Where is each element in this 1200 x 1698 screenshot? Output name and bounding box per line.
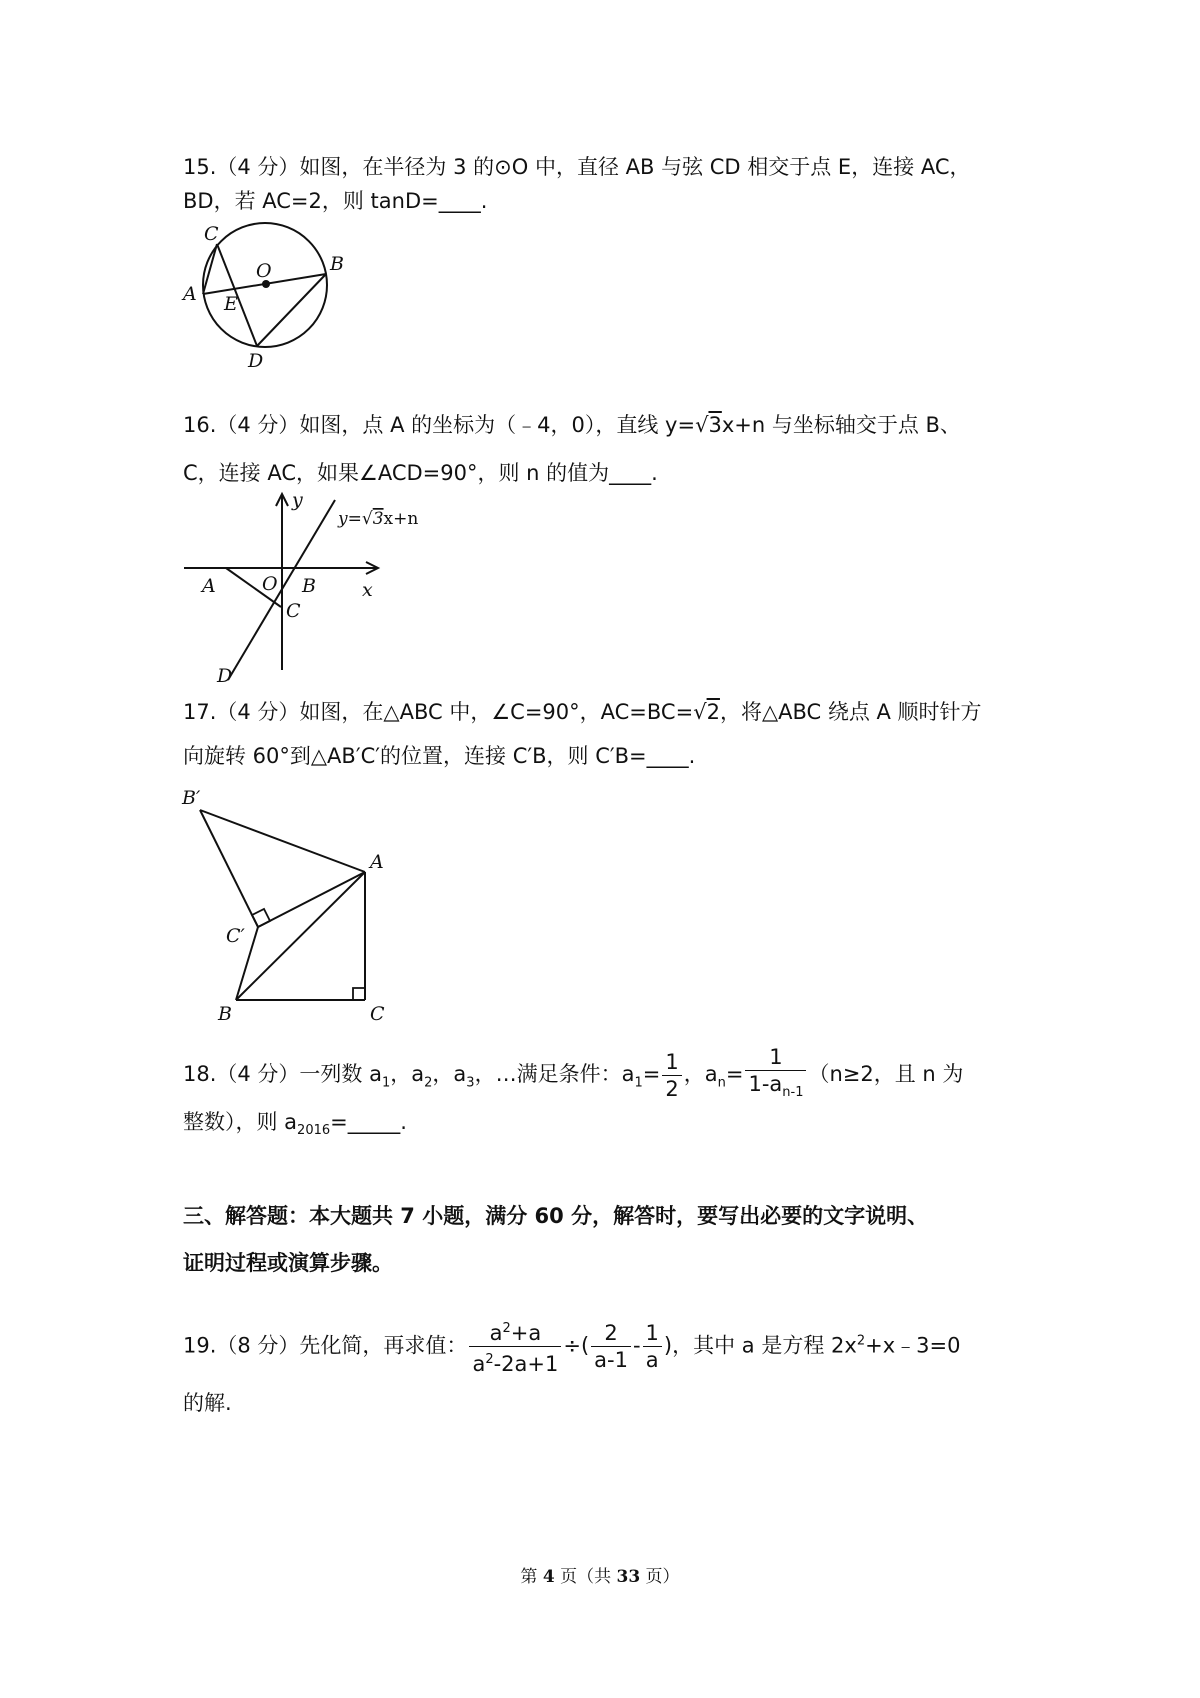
right-angle-cp <box>252 909 270 927</box>
q17-line1 <box>183 697 982 727</box>
q16-line1 <box>183 410 961 440</box>
label-b: B <box>302 575 316 597</box>
label-a: A <box>202 575 216 597</box>
label-d: D <box>217 665 233 685</box>
label-b: B <box>218 1003 232 1022</box>
label-c: C <box>286 600 301 622</box>
label-e: E <box>224 293 238 315</box>
q15-figure <box>180 222 350 376</box>
footer-text-a: 第 <box>520 1567 543 1587</box>
q18-eq2: = <box>725 1062 744 1087</box>
q19-fraction-2-num: 2 <box>604 1321 618 1345</box>
circle-diagram <box>180 222 350 372</box>
footer-page-number: 4 <box>542 1567 555 1587</box>
q17-line2: 向旋转 60°到△AB′C′的位置，连接 C′B，则 C′B=____. <box>183 744 696 768</box>
fraction-a1-den: 2 <box>662 1075 681 1102</box>
q16-line1-b: x+n 与坐标轴交于点 B、 <box>721 413 961 437</box>
label-a: A <box>183 283 197 305</box>
fraction-an-den <box>745 1070 806 1106</box>
fraction-an-den-a: 1-a <box>748 1072 783 1096</box>
sqrt-symbol: √ <box>695 413 709 437</box>
q18-line2-b: =_____. <box>330 1110 407 1134</box>
q18-text-b: ，…满足条件：a <box>474 1062 635 1087</box>
label-cp: C′ <box>226 925 245 947</box>
q18-eq1: = <box>642 1062 661 1087</box>
q17-line1-b: ，将△ABC 绕点 A 顺时针方 <box>719 700 982 724</box>
segment-bpa <box>200 810 365 872</box>
q15-line2: BD，若 AC=2，则 tanD=____. <box>183 189 488 213</box>
q19-fraction-3-num: 1 <box>645 1321 659 1345</box>
q18-sub6: 2016 <box>297 1123 331 1139</box>
q19-line2: 的解. <box>183 1391 232 1415</box>
label-o: O <box>262 573 278 595</box>
footer-text-b: 页（共 <box>554 1567 617 1587</box>
label-a: A <box>370 851 384 873</box>
q18-sub4: 1 <box>634 1075 643 1091</box>
fraction-an <box>745 1044 806 1106</box>
q19-fraction-3 <box>643 1320 662 1373</box>
q17-line1-a: 17.（4 分）如图，在△ABC 中，∠C=90°，AC=BC= <box>183 700 694 724</box>
q18-sep1: ，a <box>390 1062 425 1087</box>
q18-text-a: 18.（4 分）一列数 a <box>183 1062 382 1087</box>
q19-fraction-2 <box>591 1320 631 1373</box>
fraction-a1 <box>662 1049 681 1102</box>
q18-sub3: 3 <box>466 1075 475 1091</box>
label-c: C <box>370 1003 385 1022</box>
label-o: O <box>256 260 272 282</box>
q18-sub2: 2 <box>424 1075 433 1091</box>
q19-sup-x: 2 <box>856 1333 866 1349</box>
label-x: x <box>362 579 373 601</box>
fraction-an-den-sub: n-1 <box>782 1085 804 1101</box>
label-b: B <box>330 253 344 275</box>
q19-line1 <box>183 1316 960 1377</box>
triangle-diagram <box>180 782 410 1022</box>
segment-cpa <box>258 872 365 927</box>
q19-text-b: )，其中 a 是方程 2x <box>663 1333 857 1358</box>
coordinate-diagram <box>180 490 440 685</box>
q19-fraction-main-den: $a^2-2a+1$ <box>469 1346 561 1377</box>
q19-text-a: 19.（8 分）先化简，再求值： <box>183 1333 468 1358</box>
q19-fraction-3-den: a <box>643 1346 662 1373</box>
q18-sub1: 1 <box>381 1075 391 1091</box>
q19-divide: ÷( <box>563 1333 590 1358</box>
q18-line2-a: 整数），则 a <box>183 1110 298 1134</box>
fraction-a1-num: 1 <box>665 1049 679 1074</box>
section3-line1: 三、解答题：本大题共 7 小题，满分 60 分，解答时，要写出必要的文字说明、 <box>183 1204 929 1228</box>
q16-line1-a: 16.（4 分）如图，点 A 的坐标为（﹣4，0），直线 y= <box>183 413 696 437</box>
q17-figure <box>180 782 410 1026</box>
label-bp: B′ <box>182 787 201 809</box>
q15-line1: 15.（4 分）如图，在半径为 3 的⊙O 中，直径 AB 与弦 CD 相交于点 E，连接 AC， <box>183 155 971 179</box>
footer-text-c: 页） <box>640 1567 680 1587</box>
q18-sep2: ，a <box>432 1062 467 1087</box>
footer-total-pages: 33 <box>616 1567 641 1587</box>
label-line-eq: y=√3x+n <box>338 509 419 529</box>
q18-text-d: （n≥2，且 n 为 <box>808 1062 964 1087</box>
q19-fraction-main-num: $a^2+a$ <box>489 1321 542 1345</box>
fraction-an-num: 1 <box>769 1045 783 1069</box>
q18-sub5: n <box>717 1075 726 1091</box>
label-y: y <box>292 490 303 511</box>
q17-line1-sqrt: 2 <box>706 700 720 724</box>
label-d: D <box>248 350 264 372</box>
q19-fraction-main <box>469 1316 561 1377</box>
q18-line1 <box>183 1044 963 1106</box>
right-angle-c <box>353 988 365 1000</box>
label-c: C <box>204 223 219 245</box>
q16-line2: C，连接 AC，如果∠ACD=90°，则 n 的值为____. <box>183 461 658 485</box>
q19-fraction-2-den: a-1 <box>591 1346 631 1373</box>
q19-text-c: +x﹣3=0 <box>865 1333 961 1358</box>
q16-figure <box>180 490 440 689</box>
page-footer <box>0 1562 1200 1587</box>
sqrt-symbol: √ <box>693 700 707 724</box>
q19-minus: - <box>632 1333 641 1358</box>
q16-line1-sqrt: 3 <box>708 413 722 437</box>
q18-text-c: ，a <box>683 1062 718 1087</box>
section3-line2: 证明过程或演算步骤。 <box>183 1251 393 1275</box>
q18-line2 <box>183 1107 407 1146</box>
